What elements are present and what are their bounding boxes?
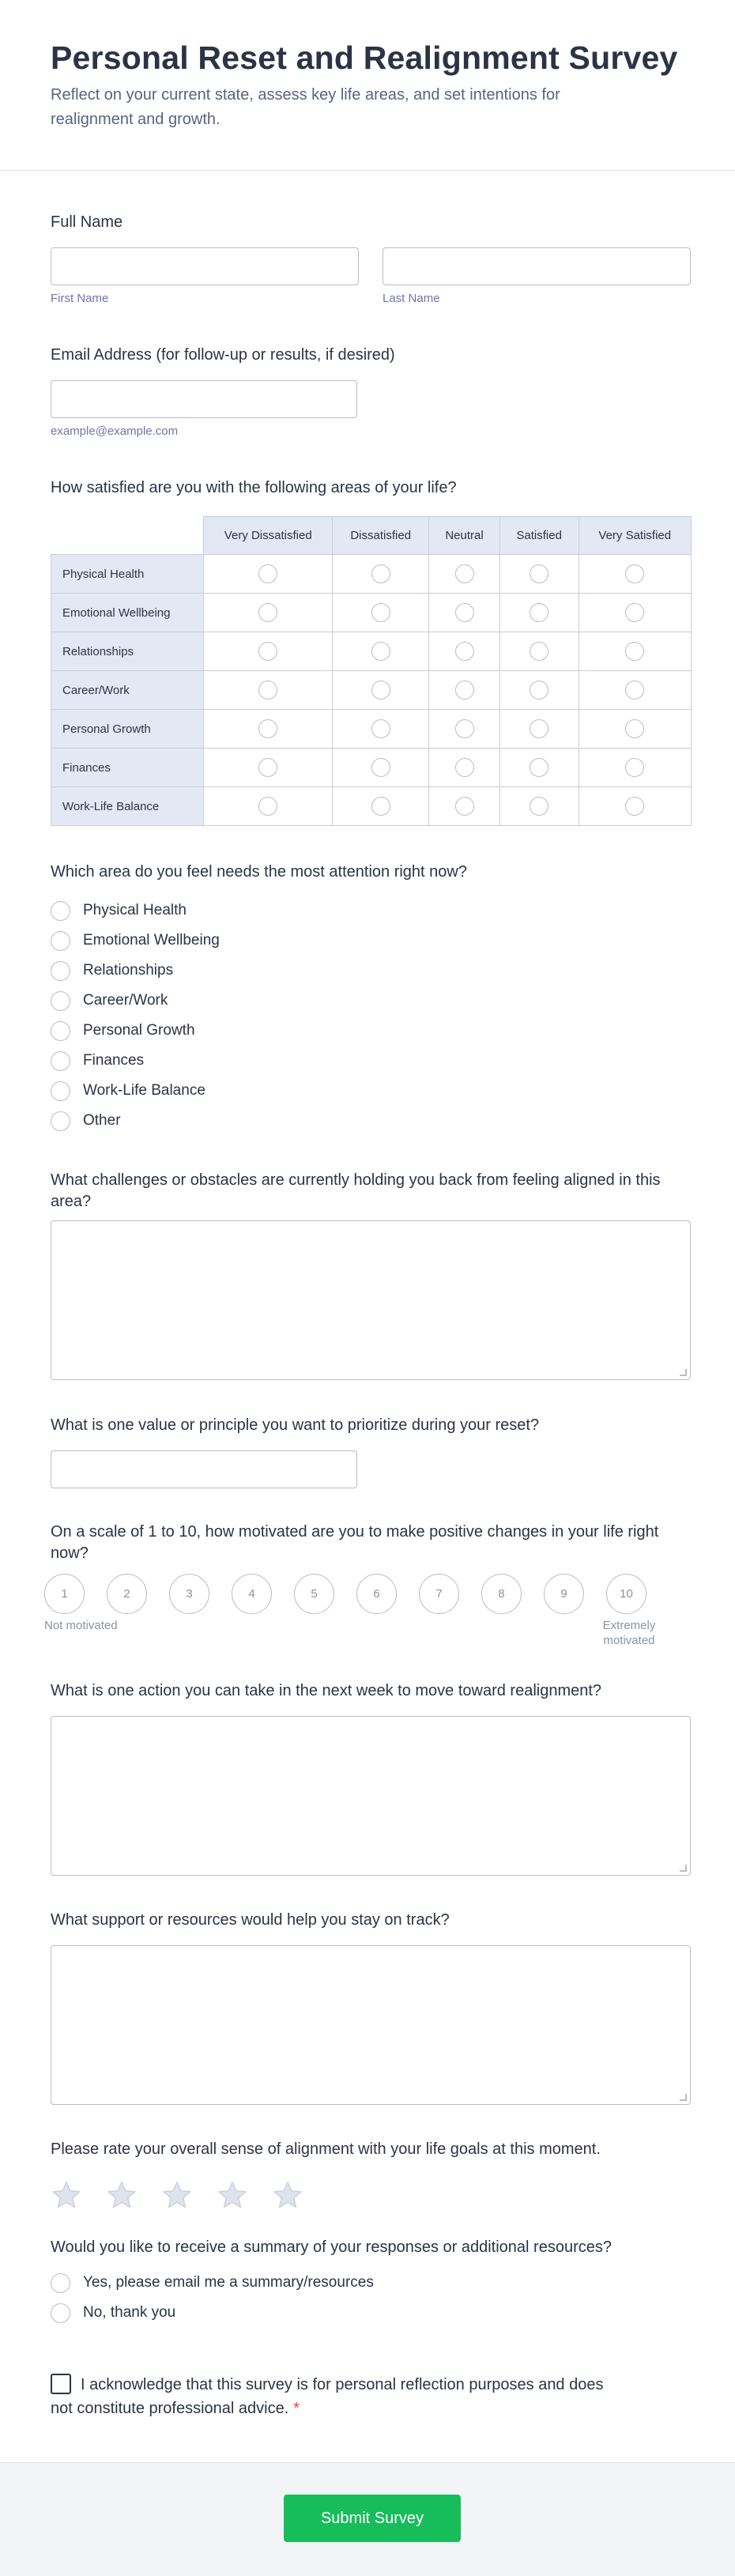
matrix-radio[interactable]	[625, 797, 644, 816]
radio-button[interactable]	[51, 1021, 70, 1041]
attention-options	[51, 896, 467, 1136]
matrix-cell	[429, 594, 500, 632]
full-name-label: Full Name	[51, 213, 123, 231]
support-textarea[interactable]	[51, 1945, 691, 2105]
matrix-radio[interactable]	[455, 681, 474, 700]
scale-option[interactable]: 1	[44, 1574, 85, 1614]
scale-option[interactable]: 3	[169, 1574, 209, 1614]
form-footer	[0, 2462, 735, 2576]
radio-button[interactable]	[51, 1111, 70, 1131]
radio-label: Career/Work	[83, 992, 168, 1009]
matrix-radio[interactable]	[530, 797, 548, 816]
matrix-column-header: Satisfied	[499, 517, 579, 555]
star-icon[interactable]	[51, 2179, 82, 2211]
matrix-radio[interactable]	[258, 719, 277, 738]
matrix-radio[interactable]	[530, 564, 548, 583]
matrix-cell	[499, 787, 579, 826]
radio-option[interactable]	[51, 926, 467, 956]
matrix-radio[interactable]	[258, 797, 277, 816]
matrix-row-label: Relationships	[51, 632, 204, 671]
support-field	[51, 1910, 691, 2105]
matrix-radio[interactable]	[625, 758, 644, 777]
matrix-cell	[204, 594, 333, 632]
matrix-cell	[579, 594, 691, 632]
radio-label: Emotional Wellbeing	[83, 932, 220, 949]
matrix-row-label: Physical Health	[51, 555, 204, 594]
matrix-column-header: Very Satisfied	[579, 517, 691, 555]
email-label: Email Address (for follow-up or results, if desired)	[51, 346, 395, 364]
matrix-cell	[429, 671, 500, 710]
radio-button[interactable]	[51, 901, 70, 921]
matrix-radio[interactable]	[455, 642, 474, 661]
form-header	[0, 0, 735, 171]
matrix-radio[interactable]	[371, 564, 390, 583]
matrix-row-label: Emotional Wellbeing	[51, 594, 204, 632]
matrix-cell	[333, 710, 429, 749]
matrix-cell	[579, 671, 691, 710]
matrix-row	[51, 594, 692, 632]
email-input[interactable]	[51, 380, 357, 418]
radio-option[interactable]	[51, 2298, 691, 2328]
matrix-cell	[333, 671, 429, 710]
matrix-row-label: Finances	[51, 749, 204, 787]
matrix-row	[51, 671, 692, 710]
summary-field	[51, 2237, 691, 2328]
star-rating	[51, 2179, 691, 2211]
matrix-cell	[579, 555, 691, 594]
matrix-row	[51, 749, 692, 787]
radio-label: Work-Life Balance	[83, 1082, 205, 1099]
matrix-cell	[333, 787, 429, 826]
radio-button[interactable]	[51, 2303, 70, 2323]
matrix-cell	[429, 632, 500, 671]
scale-low-label: Not motivated	[44, 1619, 118, 1632]
required-mark: *	[293, 2400, 300, 2417]
scale-high-label: Extremely motivated	[602, 1619, 656, 1647]
matrix-cell	[429, 749, 500, 787]
scale-legend	[44, 1619, 656, 1649]
matrix-cell	[579, 749, 691, 787]
radio-label: Yes, please email me a summary/resources	[83, 2274, 374, 2291]
matrix-cell	[333, 555, 429, 594]
radio-button[interactable]	[51, 931, 70, 951]
matrix-row	[51, 555, 692, 594]
rating-label: Please rate your overall sense of alignment with your life goals at this moment.	[51, 2140, 601, 2158]
matrix-radio[interactable]	[455, 719, 474, 738]
matrix-cell	[579, 787, 691, 826]
matrix-radio[interactable]	[371, 758, 390, 777]
radio-option[interactable]	[51, 896, 467, 926]
matrix-row-label: Work-Life Balance	[51, 787, 204, 826]
scale-option[interactable]: 5	[294, 1574, 334, 1614]
matrix-radio[interactable]	[625, 719, 644, 738]
matrix-cell	[204, 632, 333, 671]
matrix-radio[interactable]	[530, 642, 548, 661]
matrix-radio[interactable]	[625, 681, 644, 700]
radio-button[interactable]	[51, 961, 70, 981]
resize-handle-icon[interactable]	[680, 1865, 687, 1872]
radio-option[interactable]	[51, 1076, 467, 1106]
email-sublabel: example@example.com	[51, 424, 179, 438]
matrix-radio[interactable]	[625, 603, 644, 622]
matrix-radio[interactable]	[455, 564, 474, 583]
matrix-cell	[333, 749, 429, 787]
matrix-cell	[204, 749, 333, 787]
matrix-cell	[499, 594, 579, 632]
resize-handle-icon[interactable]	[680, 1369, 687, 1376]
matrix-radio[interactable]	[258, 681, 277, 700]
acknowledge-label: I acknowledge that this survey is for personal reflection purposes and does not constitute professional advice.	[51, 2376, 604, 2417]
radio-option[interactable]	[51, 986, 467, 1016]
matrix-row	[51, 632, 692, 671]
radio-button[interactable]	[51, 1081, 70, 1101]
matrix-radio[interactable]	[371, 642, 390, 661]
summary-options	[51, 2268, 691, 2328]
matrix-radio[interactable]	[455, 797, 474, 816]
matrix-radio[interactable]	[530, 603, 548, 622]
motivation-label: On a scale of 1 to 10, how motivated are you to make positive changes in your life right now?	[51, 1523, 659, 1562]
radio-button[interactable]	[51, 1051, 70, 1071]
matrix-column-header: Very Dissatisfied	[204, 517, 333, 555]
matrix-radio[interactable]	[625, 642, 644, 661]
matrix-radio[interactable]	[530, 758, 548, 777]
resize-handle-icon[interactable]	[680, 2094, 687, 2101]
matrix-radio[interactable]	[258, 564, 277, 583]
matrix-radio[interactable]	[258, 603, 277, 622]
motivation-field	[44, 1522, 691, 1649]
star-icon[interactable]	[217, 2179, 248, 2211]
matrix-cell	[499, 671, 579, 710]
summary-label: Would you like to receive a summary of your responses or additional resources?	[51, 2238, 612, 2256]
rating-field	[51, 2139, 691, 2211]
submit-button[interactable]: Submit Survey	[284, 2495, 461, 2542]
action-textarea[interactable]	[51, 1716, 691, 1876]
matrix-column-header: Dissatisfied	[333, 517, 429, 555]
matrix-row-label: Personal Growth	[51, 710, 204, 749]
matrix-cell	[204, 555, 333, 594]
radio-label: Finances	[83, 1052, 145, 1069]
email-field	[51, 345, 395, 438]
matrix-radio[interactable]	[371, 797, 390, 816]
scale-option[interactable]: 7	[419, 1574, 459, 1614]
matrix-cell	[499, 555, 579, 594]
action-field	[51, 1680, 691, 1876]
matrix-cell	[429, 555, 500, 594]
matrix-radio[interactable]	[371, 719, 390, 738]
matrix-cell	[579, 632, 691, 671]
radio-option[interactable]	[51, 1106, 467, 1136]
radio-label: Other	[83, 1112, 121, 1129]
matrix-cell	[204, 671, 333, 710]
matrix-table	[51, 516, 692, 826]
challenges-field	[51, 1170, 691, 1380]
radio-option[interactable]	[51, 2268, 691, 2298]
matrix-radio[interactable]	[455, 603, 474, 622]
last-name-input[interactable]	[383, 247, 691, 285]
matrix-row	[51, 710, 692, 749]
support-label: What support or resources would help you stay on track?	[51, 1911, 450, 1929]
matrix-corner	[51, 517, 204, 555]
matrix-radio[interactable]	[258, 758, 277, 777]
attention-field	[51, 862, 467, 1136]
matrix-cell	[499, 710, 579, 749]
challenges-label: What challenges or obstacles are currently holding you back from feeling aligned in this area?	[51, 1171, 661, 1210]
radio-label: No, thank you	[83, 2304, 176, 2321]
matrix-cell	[333, 594, 429, 632]
matrix-radio[interactable]	[455, 758, 474, 777]
matrix-row	[51, 787, 692, 826]
scale-option[interactable]: 4	[232, 1574, 272, 1614]
first-name-input[interactable]	[51, 247, 359, 285]
value-input[interactable]	[51, 1450, 357, 1488]
matrix-cell	[499, 632, 579, 671]
full-name-field	[51, 212, 691, 305]
value-field	[51, 1415, 539, 1488]
scale-option[interactable]: 2	[107, 1574, 147, 1614]
scale-option[interactable]: 8	[481, 1574, 522, 1614]
scale-option[interactable]: 6	[356, 1574, 397, 1614]
matrix-radio[interactable]	[371, 603, 390, 622]
value-label: What is one value or principle you want to prioritize during your reset?	[51, 1416, 540, 1434]
matrix-column-header: Neutral	[429, 517, 500, 555]
star-icon[interactable]	[272, 2179, 303, 2211]
matrix-cell	[579, 710, 691, 749]
star-icon[interactable]	[161, 2179, 193, 2211]
attention-label: Which area do you feel needs the most attention right now?	[51, 863, 467, 881]
matrix-radio[interactable]	[530, 719, 548, 738]
radio-label: Physical Health	[83, 902, 187, 918]
scale-options	[44, 1574, 691, 1614]
star-icon[interactable]	[106, 2179, 138, 2211]
radio-option[interactable]	[51, 956, 467, 986]
matrix-cell	[204, 710, 333, 749]
satisfaction-matrix	[51, 477, 691, 826]
matrix-row-label: Career/Work	[51, 671, 204, 710]
matrix-label: How satisfied are you with the following areas of your life?	[51, 479, 457, 496]
matrix-radio[interactable]	[530, 681, 548, 700]
scale-option[interactable]: 10	[606, 1574, 646, 1614]
radio-button[interactable]	[51, 2273, 70, 2293]
matrix-cell	[333, 632, 429, 671]
first-name-sublabel: First Name	[51, 292, 109, 305]
radio-label: Relationships	[83, 962, 174, 979]
action-label: What is one action you can take in the next week to move toward realignment?	[51, 1682, 602, 1699]
acknowledge-field	[51, 2373, 691, 2420]
scale-option[interactable]: 9	[544, 1574, 584, 1614]
radio-option[interactable]	[51, 1016, 467, 1046]
matrix-radio[interactable]	[625, 564, 644, 583]
radio-label: Personal Growth	[83, 1022, 195, 1039]
matrix-radio[interactable]	[258, 642, 277, 661]
page-title: Personal Reset and Realignment Survey	[51, 40, 678, 76]
matrix-radio[interactable]	[371, 681, 390, 700]
challenges-textarea[interactable]	[51, 1220, 691, 1380]
last-name-sublabel: Last Name	[383, 292, 440, 305]
acknowledge-text	[51, 2373, 620, 2420]
page-subtitle: Reflect on your current state, assess key life areas, and set intentions for realignment and growth.	[51, 86, 560, 129]
matrix-cell	[204, 787, 333, 826]
matrix-cell	[499, 749, 579, 787]
matrix-cell	[429, 710, 500, 749]
radio-option[interactable]	[51, 1046, 467, 1076]
radio-button[interactable]	[51, 991, 70, 1011]
matrix-cell	[429, 787, 500, 826]
